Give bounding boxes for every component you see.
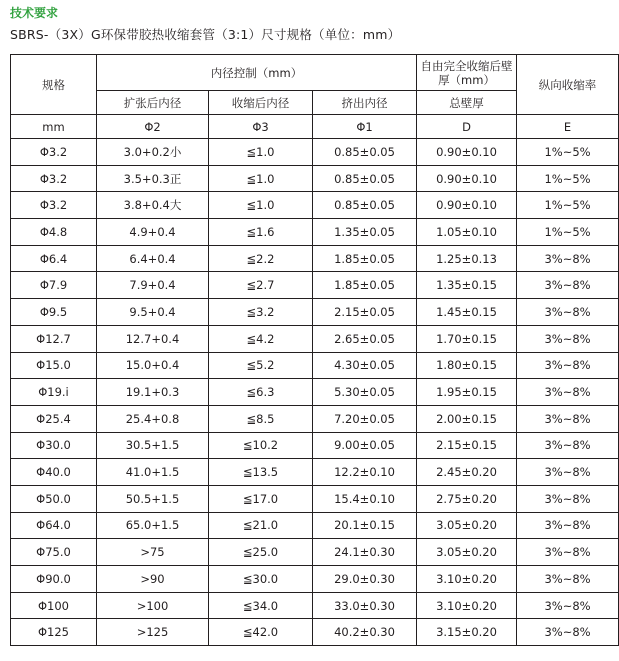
table-cell: 1.85±0.05 bbox=[313, 272, 417, 299]
table-cell: 3%~8% bbox=[517, 485, 619, 512]
header-longitudinal: 纵向收缩率 bbox=[517, 55, 619, 115]
table-cell: 3.10±0.20 bbox=[417, 592, 517, 619]
table-cell: 33.0±0.30 bbox=[313, 592, 417, 619]
table-cell: 6.4+0.4 bbox=[97, 245, 209, 272]
table-cell: 3%~8% bbox=[517, 405, 619, 432]
table-row bbox=[11, 325, 619, 352]
table-cell: 20.1±0.15 bbox=[313, 512, 417, 539]
table-cell: 1.25±0.13 bbox=[417, 245, 517, 272]
table-cell: 3.0+0.2小 bbox=[97, 139, 209, 166]
table-cell: 41.0+1.5 bbox=[97, 459, 209, 486]
table-cell: ≦30.0 bbox=[209, 566, 313, 593]
table-cell: 3.10±0.20 bbox=[417, 566, 517, 593]
table-row bbox=[11, 272, 619, 299]
table-cell: ≦6.3 bbox=[209, 379, 313, 406]
table-cell: 3%~8% bbox=[517, 512, 619, 539]
table-cell: 12.7+0.4 bbox=[97, 325, 209, 352]
table-cell: ≦1.6 bbox=[209, 219, 313, 246]
table-cell: 3%~8% bbox=[517, 539, 619, 566]
units-row bbox=[11, 115, 619, 139]
table-cell: 3.15±0.20 bbox=[417, 619, 517, 646]
header-spec: 规格 bbox=[11, 55, 97, 115]
table-cell: 65.0+1.5 bbox=[97, 512, 209, 539]
section-heading: 技术要求 bbox=[10, 6, 59, 20]
table-cell: Φ3.2 bbox=[11, 165, 97, 192]
table-cell: Φ7.9 bbox=[11, 272, 97, 299]
table-cell: ≦3.2 bbox=[209, 299, 313, 326]
unit-cell: E bbox=[517, 115, 619, 139]
table-cell: 1.70±0.15 bbox=[417, 325, 517, 352]
table-cell: 3%~8% bbox=[517, 619, 619, 646]
table-cell: 1%~5% bbox=[517, 192, 619, 219]
spec-table-body bbox=[11, 55, 619, 646]
table-cell: 1%~5% bbox=[517, 165, 619, 192]
table-cell: Φ25.4 bbox=[11, 405, 97, 432]
table-row bbox=[11, 592, 619, 619]
header-inner-diameter-group: 内径控制（mm） bbox=[97, 55, 417, 91]
table-cell: 30.5+1.5 bbox=[97, 432, 209, 459]
table-cell: 1%~5% bbox=[517, 139, 619, 166]
table-row bbox=[11, 405, 619, 432]
table-row bbox=[11, 352, 619, 379]
table-cell: 9.00±0.05 bbox=[313, 432, 417, 459]
table-cell: 5.30±0.05 bbox=[313, 379, 417, 406]
table-cell: Φ6.4 bbox=[11, 245, 97, 272]
table-cell: 3%~8% bbox=[517, 432, 619, 459]
table-cell: 1.85±0.05 bbox=[313, 245, 417, 272]
table-cell: Φ75.0 bbox=[11, 539, 97, 566]
header-expanded-id: 扩张后内径 bbox=[97, 91, 209, 115]
table-cell: ≦25.0 bbox=[209, 539, 313, 566]
table-cell: 2.15±0.15 bbox=[417, 432, 517, 459]
table-cell: 15.0+0.4 bbox=[97, 352, 209, 379]
table-cell: 3%~8% bbox=[517, 379, 619, 406]
header-recovered-id: 收缩后内径 bbox=[209, 91, 313, 115]
unit-cell: Φ2 bbox=[97, 115, 209, 139]
table-cell: ≦1.0 bbox=[209, 139, 313, 166]
table-cell: ≦10.2 bbox=[209, 432, 313, 459]
table-cell: Φ19.i bbox=[11, 379, 97, 406]
table-cell: Φ125 bbox=[11, 619, 97, 646]
table-cell: Φ9.5 bbox=[11, 299, 97, 326]
table-cell: ≦42.0 bbox=[209, 619, 313, 646]
table-cell: Φ3.2 bbox=[11, 192, 97, 219]
table-cell: 7.20±0.05 bbox=[313, 405, 417, 432]
table-cell: Φ12.7 bbox=[11, 325, 97, 352]
table-cell: 1.45±0.15 bbox=[417, 299, 517, 326]
table-cell: 3%~8% bbox=[517, 352, 619, 379]
spec-table bbox=[10, 54, 619, 646]
table-cell: Φ30.0 bbox=[11, 432, 97, 459]
table-row bbox=[11, 619, 619, 646]
table-cell: 50.5+1.5 bbox=[97, 485, 209, 512]
table-cell: 1.95±0.15 bbox=[417, 379, 517, 406]
table-cell: ≦34.0 bbox=[209, 592, 313, 619]
table-cell: 3%~8% bbox=[517, 299, 619, 326]
table-cell: Φ100 bbox=[11, 592, 97, 619]
table-cell: 2.45±0.20 bbox=[417, 459, 517, 486]
table-row bbox=[11, 539, 619, 566]
table-cell: 1%~5% bbox=[517, 219, 619, 246]
table-cell: 0.85±0.05 bbox=[313, 192, 417, 219]
table-cell: Φ40.0 bbox=[11, 459, 97, 486]
header-total-wall: 总壁厚 bbox=[417, 91, 517, 115]
table-cell: Φ15.0 bbox=[11, 352, 97, 379]
table-cell: 29.0±0.30 bbox=[313, 566, 417, 593]
table-caption: SBRS-（3X）G环保带胶热收缩套管（3:1）尺寸规格（单位：mm） bbox=[10, 27, 401, 42]
table-cell: 4.30±0.05 bbox=[313, 352, 417, 379]
table-cell: 2.00±0.15 bbox=[417, 405, 517, 432]
table-cell: ≦17.0 bbox=[209, 485, 313, 512]
header-wall-group: 自由完全收缩后壁厚（mm） bbox=[417, 55, 517, 91]
table-cell: 19.1+0.3 bbox=[97, 379, 209, 406]
table-cell: 0.90±0.10 bbox=[417, 165, 517, 192]
table-cell: ≦8.5 bbox=[209, 405, 313, 432]
table-cell: 1.80±0.15 bbox=[417, 352, 517, 379]
table-cell: 3.05±0.20 bbox=[417, 539, 517, 566]
table-row bbox=[11, 512, 619, 539]
table-cell: 9.5+0.4 bbox=[97, 299, 209, 326]
table-cell: 12.2±0.10 bbox=[313, 459, 417, 486]
table-cell: ≦13.5 bbox=[209, 459, 313, 486]
unit-cell: Φ3 bbox=[209, 115, 313, 139]
unit-cell: Φ1 bbox=[313, 115, 417, 139]
table-cell: >100 bbox=[97, 592, 209, 619]
table-cell: 3%~8% bbox=[517, 245, 619, 272]
table-cell: 0.85±0.05 bbox=[313, 165, 417, 192]
table-cell: 4.9+0.4 bbox=[97, 219, 209, 246]
table-row bbox=[11, 219, 619, 246]
table-cell: 3%~8% bbox=[517, 325, 619, 352]
table-cell: 24.1±0.30 bbox=[313, 539, 417, 566]
table-cell: Φ3.2 bbox=[11, 139, 97, 166]
table-cell: 2.65±0.05 bbox=[313, 325, 417, 352]
table-cell: 3%~8% bbox=[517, 272, 619, 299]
table-cell: 7.9+0.4 bbox=[97, 272, 209, 299]
table-cell: 3%~8% bbox=[517, 592, 619, 619]
table-row bbox=[11, 165, 619, 192]
table-cell: Φ64.0 bbox=[11, 512, 97, 539]
table-row bbox=[11, 139, 619, 166]
table-cell: Φ4.8 bbox=[11, 219, 97, 246]
unit-cell: D bbox=[417, 115, 517, 139]
table-cell: ≦4.2 bbox=[209, 325, 313, 352]
table-row bbox=[11, 432, 619, 459]
header-row-1 bbox=[11, 55, 619, 91]
table-cell: 0.90±0.10 bbox=[417, 139, 517, 166]
table-cell: 3.05±0.20 bbox=[417, 512, 517, 539]
table-cell: 1.05±0.10 bbox=[417, 219, 517, 246]
table-cell: Φ90.0 bbox=[11, 566, 97, 593]
table-cell: 2.75±0.20 bbox=[417, 485, 517, 512]
table-cell: ≦5.2 bbox=[209, 352, 313, 379]
table-row bbox=[11, 459, 619, 486]
table-cell: 2.15±0.05 bbox=[313, 299, 417, 326]
table-cell: 1.35±0.15 bbox=[417, 272, 517, 299]
table-cell: 3%~8% bbox=[517, 566, 619, 593]
table-cell: 0.90±0.10 bbox=[417, 192, 517, 219]
table-cell: >125 bbox=[97, 619, 209, 646]
table-cell: >90 bbox=[97, 566, 209, 593]
table-cell: ≦1.0 bbox=[209, 165, 313, 192]
table-cell: ≦2.7 bbox=[209, 272, 313, 299]
table-cell: 0.85±0.05 bbox=[313, 139, 417, 166]
table-cell: >75 bbox=[97, 539, 209, 566]
unit-cell: mm bbox=[11, 115, 97, 139]
table-cell: 15.4±0.10 bbox=[313, 485, 417, 512]
table-cell: ≦1.0 bbox=[209, 192, 313, 219]
table-cell: 3%~8% bbox=[517, 459, 619, 486]
header-extruded-id: 挤出内径 bbox=[313, 91, 417, 115]
table-row bbox=[11, 245, 619, 272]
table-row bbox=[11, 566, 619, 593]
table-cell: 25.4+0.8 bbox=[97, 405, 209, 432]
table-row bbox=[11, 485, 619, 512]
table-cell: Φ50.0 bbox=[11, 485, 97, 512]
table-cell: 3.5+0.3正 bbox=[97, 165, 209, 192]
table-cell: ≦21.0 bbox=[209, 512, 313, 539]
table-row bbox=[11, 379, 619, 406]
table-row bbox=[11, 192, 619, 219]
table-cell: 3.8+0.4大 bbox=[97, 192, 209, 219]
table-cell: 40.2±0.30 bbox=[313, 619, 417, 646]
table-cell: ≦2.2 bbox=[209, 245, 313, 272]
table-cell: 1.35±0.05 bbox=[313, 219, 417, 246]
table-row bbox=[11, 299, 619, 326]
